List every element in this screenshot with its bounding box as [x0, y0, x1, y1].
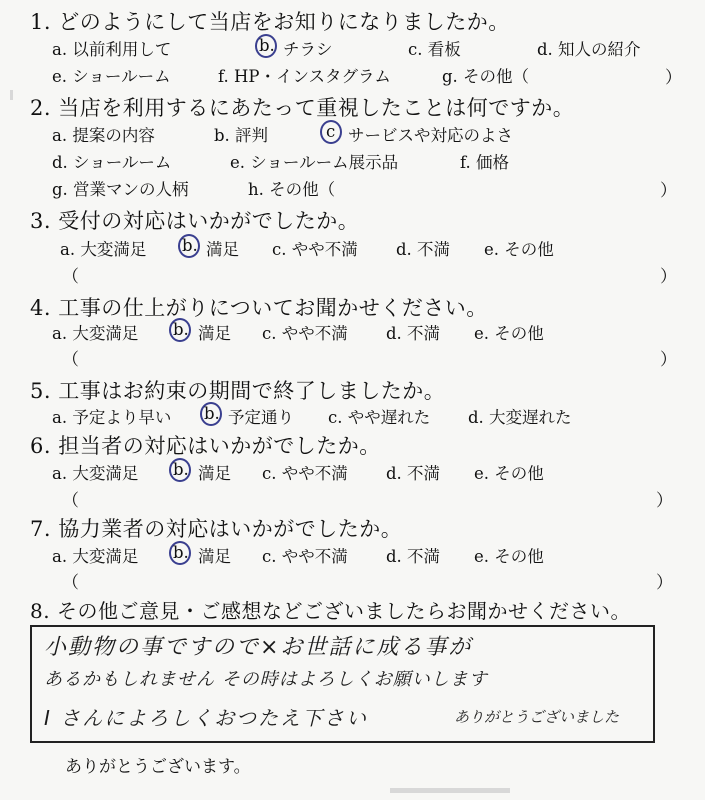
q6-option-b: 満足 — [198, 464, 231, 483]
q5-title: 5. 工事はお約束の期間で終了しましたか。 — [30, 379, 446, 403]
q2-title: 2. 当店を利用するにあたって重視したことは何ですか。 — [30, 96, 575, 120]
handwritten-line-3b: ありがとうございました — [454, 708, 620, 726]
q1-paren-close: ） — [665, 68, 682, 88]
q1-option-e: e. ショールーム — [52, 67, 171, 86]
q7-title: 7. 協力業者の対応はいかがでしたか。 — [30, 517, 403, 541]
q5-option-c: c. やや遅れた — [328, 408, 431, 427]
q1-option-b: チラシ — [283, 40, 333, 59]
q2-option-b: b. 評判 — [214, 126, 269, 145]
q2-paren-close: ） — [660, 181, 677, 201]
q2-option-c-letter: c — [326, 122, 336, 141]
q4-paren-open: （ — [62, 350, 79, 370]
q3-paren-close: ） — [660, 267, 677, 287]
q6-paren-close: ） — [656, 491, 673, 511]
q4-option-b-letter: b. — [173, 320, 189, 339]
q3-option-b: 満足 — [206, 240, 239, 259]
q1-option-f: f. HP・インスタグラム — [218, 67, 391, 86]
q7-paren-open: （ — [62, 573, 79, 593]
q7-option-c: c. やや不満 — [262, 547, 348, 566]
q7-option-a: a. 大変満足 — [52, 547, 139, 566]
q5-option-d: d. 大変遅れた — [468, 408, 572, 427]
scan-mark — [10, 90, 13, 100]
q8-title: 8. その他ご意見・ご感想などございましたらお聞かせください。 — [30, 599, 631, 623]
handwritten-line-2: あるかもしれません その時はよろしくお願いします — [44, 669, 488, 690]
q6-option-d: d. 不満 — [386, 464, 441, 483]
q4-option-c: c. やや不満 — [262, 324, 348, 343]
q5-option-b-letter: b. — [204, 404, 220, 423]
q2-option-d: d. ショールーム — [52, 153, 172, 172]
q4-option-b: 満足 — [198, 324, 231, 343]
q4-option-d: d. 不満 — [386, 324, 441, 343]
q1-option-c: c. 看板 — [408, 40, 461, 59]
q4-paren-close: ） — [660, 350, 677, 370]
footer-thanks: ありがとうございます。 — [65, 757, 251, 777]
q7-option-e: e. その他 — [474, 547, 544, 566]
q6-title: 6. 担当者の対応はいかがでしたか。 — [30, 434, 381, 458]
q3-paren-open: （ — [62, 267, 79, 287]
q1-option-a: a. 以前利用して — [52, 40, 172, 59]
q6-option-c: c. やや不満 — [262, 464, 348, 483]
q3-option-d: d. 不満 — [396, 240, 451, 259]
q2-option-a: a. 提案の内容 — [52, 126, 155, 145]
q2-option-f: f. 価格 — [460, 153, 510, 172]
q7-option-b: 満足 — [198, 547, 231, 566]
q4-title: 4. 工事の仕上がりについてお聞かせください。 — [30, 296, 488, 320]
q2-option-g: g. 営業マンの人柄 — [52, 180, 189, 199]
q6-option-a: a. 大変満足 — [52, 464, 139, 483]
q1-option-d: d. 知人の紹介 — [537, 40, 641, 59]
handwritten-line-1: 小動物の事ですので×お世話に成る事が — [44, 635, 473, 660]
q2-option-e: e. ショールーム展示品 — [230, 153, 399, 172]
q3-title: 3. 受付の対応はいかがでしたか。 — [30, 209, 360, 233]
q3-option-e: e. その他 — [484, 240, 554, 259]
q1-option-g: g. その他（ — [442, 67, 530, 86]
q3-option-b-letter: b. — [182, 236, 198, 255]
q3-option-c: c. やや不満 — [272, 240, 358, 259]
q1-option-b-letter: b. — [259, 36, 275, 55]
q2-option-c: サービスや対応のよさ — [348, 126, 513, 145]
q2-option-h: h. その他（ — [248, 180, 336, 199]
q6-option-b-letter: b. — [173, 460, 189, 479]
q6-paren-open: （ — [62, 491, 79, 511]
q4-option-a: a. 大変満足 — [52, 324, 139, 343]
q7-option-b-letter: b. — [173, 543, 189, 562]
q4-option-e: e. その他 — [474, 324, 544, 343]
q1-title: 1. どのようにして当店をお知りになりましたか。 — [30, 10, 510, 34]
handwritten-line-3: I さんによろしくおつたえ下さい — [44, 706, 369, 730]
scan-smudge — [390, 788, 510, 793]
q7-paren-close: ） — [656, 573, 673, 593]
q6-option-e: e. その他 — [474, 464, 544, 483]
q5-option-a: a. 予定より早い — [52, 408, 172, 427]
q7-option-d: d. 不満 — [386, 547, 441, 566]
q3-option-a: a. 大変満足 — [60, 240, 147, 259]
q5-option-b: 予定通り — [228, 408, 294, 427]
